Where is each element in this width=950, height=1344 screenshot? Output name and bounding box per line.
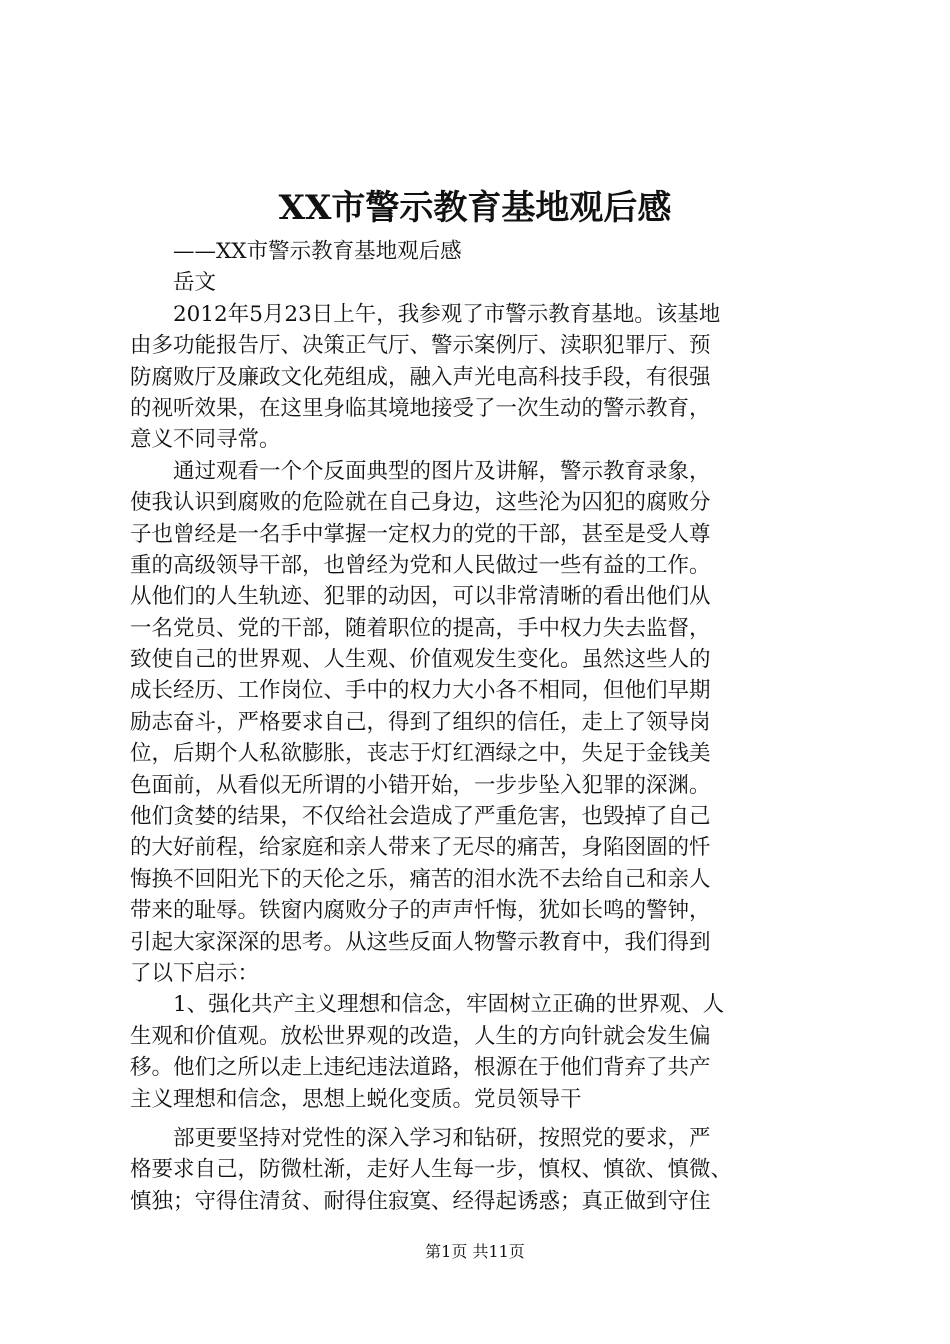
- paragraph-line: 通过观看一个个反面典型的图片及讲解，警示教育录象，: [173, 458, 711, 484]
- paragraph-line: 重的高级领导干部，也曾经为党和人民做过一些有益的工作。: [130, 552, 711, 578]
- paragraph-line: 成长经历、工作岗位、手中的权力大小各不相同，但他们早期: [130, 678, 711, 704]
- paragraph-line: 慎独；守得住清贫、耐得住寂寞、经得起诱惑；真正做到守住: [130, 1188, 711, 1214]
- paragraph-line: 部更要坚持对党性的深入学习和钻研，按照党的要求，严: [173, 1125, 711, 1151]
- paragraph-line: 的视听效果，在这里身临其境地接受了一次生动的警示教育，: [130, 395, 711, 421]
- author: 岳文: [173, 270, 217, 296]
- paragraph-line: 移。他们之所以走上违纪违法道路，根源在于他们背弃了共产: [130, 1055, 711, 1081]
- paragraph-line: 励志奋斗，严格要求自己，得到了组织的信任，走上了领导岗: [130, 709, 711, 735]
- document-body: [130, 236, 830, 1217]
- paragraph-line: 带来的耻辱。铁窗内腐败分子的声声忏悔，犹如长鸣的警钟，: [130, 898, 711, 924]
- paragraph-line: 意义不同寻常。: [130, 427, 281, 453]
- paragraph-line: 了以下启示：: [130, 960, 260, 986]
- paragraph-line: 格要求自己，防微杜渐，走好人生每一步，慎权、慎欲、慎微、: [130, 1157, 733, 1183]
- paragraph-line: 使我认识到腐败的危险就在自己身边，这些沦为囚犯的腐败分: [130, 490, 711, 516]
- subtitle: ——XX市警示教育基地观后感: [173, 239, 462, 264]
- paragraph-line: 色面前，从看似无所谓的小错开始，一步步坠入犯罪的深渊。: [130, 772, 711, 798]
- paragraph-line: 位，后期个人私欲膨胀，丧志于灯红酒绿之中，失足于金钱美: [130, 741, 711, 767]
- paragraph-line: 防腐败厅及廉政文化苑组成，融入声光电高科技手段，有很强: [130, 364, 711, 390]
- paragraph-line: 由多功能报告厅、决策正气厅、警示案例厅、渎职犯罪厅、预: [130, 333, 711, 359]
- paragraph-line: 的大好前程，给家庭和亲人带来了无尽的痛苦，身陷囹圄的忏: [130, 835, 711, 861]
- paragraph-line: 他们贪婪的结果，不仅给社会造成了严重危害，也毁掉了自己: [130, 804, 711, 830]
- paragraph-line: 子也曾经是一名手中掌握一定权力的党的干部，甚至是受人尊: [130, 521, 711, 547]
- page-number: 第1页 共11页: [425, 1242, 525, 1261]
- paragraph-line: 引起大家深深的思考。从这些反面人物警示教育中，我们得到: [130, 929, 711, 955]
- paragraph-line: 一名党员、党的干部，随着职位的提高，手中权力失去监督，: [130, 615, 711, 641]
- paragraph-line: 1、强化共产主义理想和信念，牢固树立正确的世界观、人: [173, 992, 725, 1018]
- paragraph-line: 生观和价值观。放松世界观的改造，人生的方向针就会发生偏: [130, 1023, 711, 1049]
- paragraph-line: 2012年5月23日上午，我参观了市警示教育基地。该基地: [173, 301, 721, 327]
- paragraph-line: 主义理想和信念，思想上蜕化变质。党员领导干: [130, 1086, 582, 1112]
- document-title: XX市警示教育基地观后感: [278, 188, 672, 228]
- paragraph-line: 致使自己的世界观、人生观、价值观发生变化。虽然这些人的: [130, 647, 711, 673]
- paragraph-line: 从他们的人生轨迹、犯罪的动因，可以非常清晰的看出他们从: [130, 584, 711, 610]
- paragraph-line: 悔换不回阳光下的天伦之乐，痛苦的泪水洗不去给自己和亲人: [130, 866, 711, 892]
